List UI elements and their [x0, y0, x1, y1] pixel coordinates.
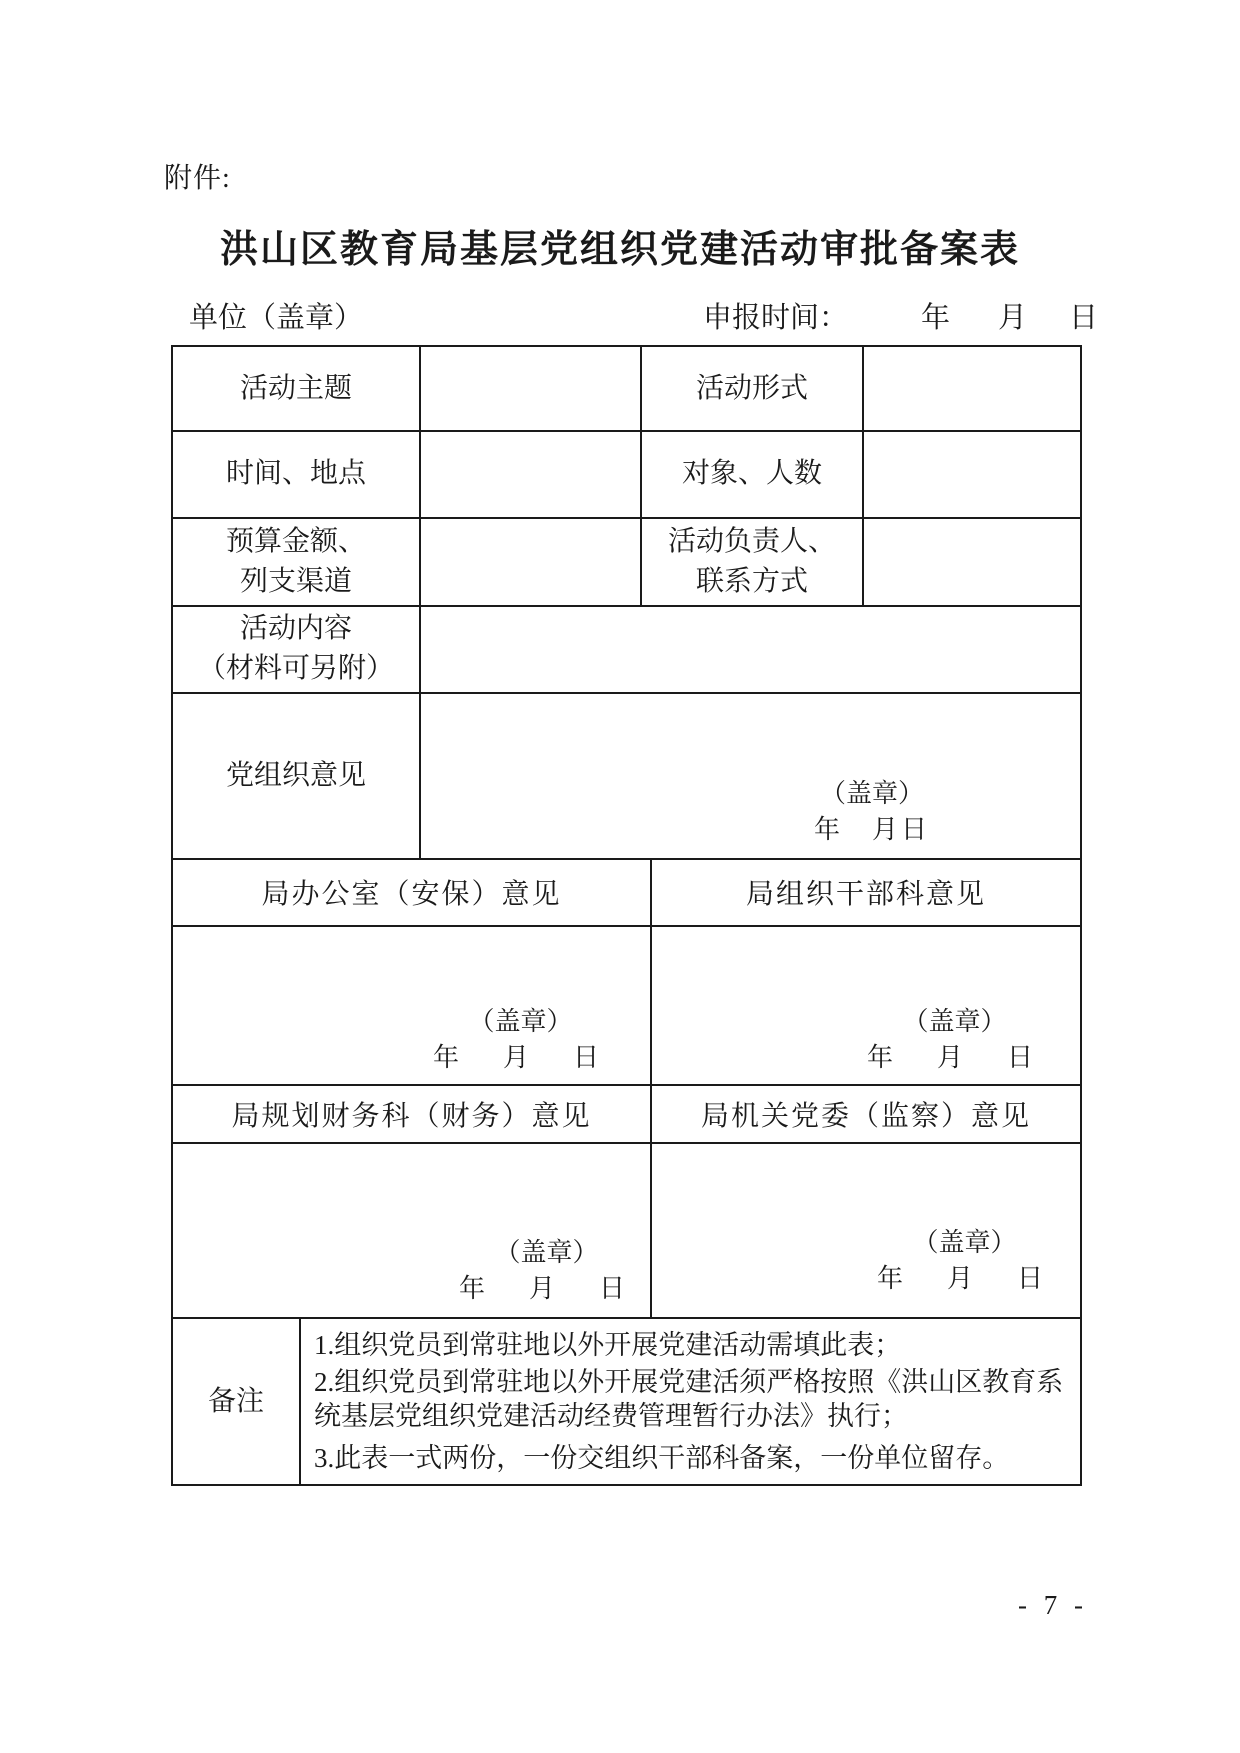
committee-stamp-area — [877, 1225, 1052, 1297]
time-place-label: 时间、地点 — [225, 458, 366, 490]
page-title: 洪山区教育局基层党组织党建活动审批备案表 — [219, 229, 1020, 271]
row-party-org-opinion — [173, 692, 1080, 858]
activity-theme-value — [419, 347, 640, 430]
audience-label: 对象、人数 — [640, 432, 862, 516]
row-time-place — [173, 430, 1080, 516]
remarks-item: 1.组织党员到常驻地以外开展党建活动需填此表； — [314, 1330, 902, 1361]
seal-hint: （盖章） — [468, 1007, 573, 1037]
time-place-value — [419, 432, 640, 516]
office-opinion-label: 局办公室（安保）意见 — [261, 879, 562, 911]
seal-hint: （盖章） — [912, 1228, 1017, 1258]
office-opinion-value — [173, 927, 650, 1085]
attachment-label: 附件: — [164, 163, 231, 194]
page-number: - 7 - — [1018, 1590, 1088, 1620]
budget-label-line2: 列支渠道 — [239, 565, 352, 597]
date-hint: 年 月 日 — [876, 1264, 1052, 1294]
party-org-opinion-value — [419, 694, 1080, 858]
leader-label-line2: 联系方式 — [695, 565, 808, 597]
remarks-item: 3.此表一式两份，一份交组织干部科备案，一份单位留存。 — [314, 1443, 1010, 1474]
row-budget-leader — [173, 517, 1080, 605]
row-activity-theme — [173, 347, 1080, 430]
unit-seal-label: 单位（盖章） — [189, 302, 364, 334]
seal-hint: （盖章） — [902, 1007, 1007, 1037]
org-dept-stamp-area — [867, 1004, 1042, 1076]
leader-label — [640, 519, 862, 605]
date-hint: 年 月日 — [813, 814, 930, 844]
finance-opinion-label: 局规划财务科（财务）意见 — [231, 1101, 592, 1133]
finance-opinion-value — [173, 1144, 650, 1317]
org-dept-opinion-label: 局组织干部科意见 — [650, 860, 1080, 925]
remarks-content — [299, 1319, 1080, 1484]
budget-value — [419, 519, 640, 605]
finance-stamp-area — [459, 1235, 634, 1307]
committee-opinion-label: 局机关党委（监察）意见 — [650, 1086, 1080, 1141]
row-opinion-headers-2 — [173, 1084, 1080, 1141]
seal-hint: （盖章） — [494, 1238, 599, 1268]
audience-value — [862, 432, 1080, 516]
row-opinion-values-1 — [173, 925, 1080, 1085]
activity-form-label: 活动形式 — [640, 347, 862, 430]
row-remarks — [173, 1317, 1080, 1484]
declare-time-group — [703, 295, 1098, 336]
row-opinion-values-2 — [173, 1142, 1080, 1317]
remarks-label: 备注 — [207, 1385, 264, 1417]
row-opinion-headers-1 — [173, 858, 1080, 925]
leader-label-line1: 活动负责人、 — [667, 525, 836, 557]
date-hint: 年 月 日 — [432, 1043, 608, 1073]
activity-content-value — [419, 607, 1080, 692]
day-label: 日 — [1069, 302, 1099, 334]
activity-theme-label: 活动主题 — [239, 372, 352, 404]
date-hint: 年 月 日 — [458, 1274, 634, 1304]
budget-label-line1: 预算金额、 — [225, 525, 366, 557]
committee-opinion-value — [650, 1144, 1080, 1317]
date-hint: 年 月 日 — [866, 1043, 1042, 1073]
row-activity-content — [173, 605, 1080, 692]
activity-content-label — [173, 607, 419, 692]
year-label: 年 — [921, 302, 951, 334]
activity-form-value — [862, 347, 1080, 430]
org-dept-opinion-value — [650, 927, 1080, 1085]
office-stamp-area — [433, 1004, 608, 1076]
month-label: 月 — [998, 302, 1028, 334]
budget-label — [173, 519, 419, 605]
party-org-opinion-label: 党组织意见 — [225, 759, 366, 791]
seal-hint: （盖章） — [819, 778, 924, 808]
party-org-stamp-area — [814, 776, 930, 848]
activity-content-label-line2: （材料可另附） — [197, 653, 394, 685]
declare-time-label: 申报时间： — [703, 302, 849, 334]
remarks-item: 2.组织党员到常驻地以外开展党建活须严格按照《洪山区教育系统基层党组织党建活动经费管理暂行办法》执行； — [314, 1367, 1064, 1432]
leader-value — [862, 519, 1080, 605]
form-table — [171, 345, 1082, 1486]
activity-content-label-line1: 活动内容 — [239, 613, 352, 645]
